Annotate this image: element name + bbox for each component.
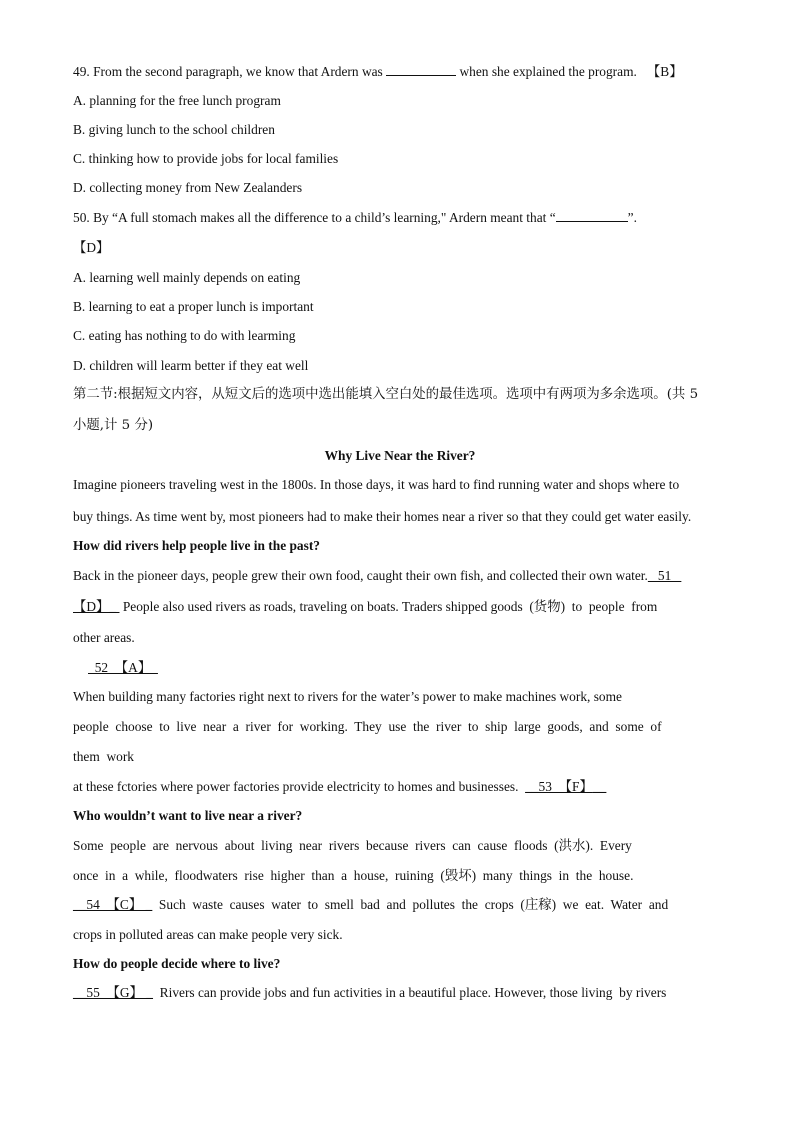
paragraph-4-line-4: crops in polluted areas can make people very sick. xyxy=(73,927,343,942)
question-49-text-b: when she explained the program. xyxy=(456,64,637,79)
paragraph-5-line-1-text: Rivers can provide jobs and fun activities in a beautiful place. However, those living by rivers xyxy=(152,985,667,1000)
question-49-option-b: B. giving lunch to the school children xyxy=(73,122,275,137)
blank-51-answer: 【D】_ xyxy=(73,599,120,614)
question-50-stem xyxy=(73,209,637,227)
question-50-option-a: A. learning well mainly depends on eating xyxy=(73,270,301,285)
paragraph-1-line-2: buy things. As time went by, most pioneers had to make their homes near a river so that they could get water easily. xyxy=(73,509,692,524)
question-50-answer: 【D】 xyxy=(73,240,110,255)
question-50-text-a: 50. By “A full stomach makes all the difference to a child’s learning," Ardern meant that “ xyxy=(73,210,556,225)
paragraph-4-line-2: once in a while, floodwaters rise higher than a house, ruining (毁坏) many things in the house. xyxy=(73,868,634,883)
paragraph-4-line-3 xyxy=(73,896,668,914)
question-50-option-c: C. eating has nothing to do with learming xyxy=(73,328,296,343)
question-49-option-c: C. thinking how to provide jobs for local families xyxy=(73,151,339,166)
question-50-option-b: B. learning to eat a proper lunch is important xyxy=(73,299,314,314)
paragraph-3-line-4-text: at these fctories where power factories provide electricity to homes and businesses. xyxy=(73,779,526,794)
blank-53-tail: __ xyxy=(592,779,607,794)
section-2-instruction-line-2: 小题,计 5 分) xyxy=(73,418,154,433)
section-heading-wouldnt: Who wouldn’t want to live near a river? xyxy=(73,808,303,823)
question-49-text-a: 49. From the second paragraph, we know that Ardern was xyxy=(73,64,387,79)
section-heading-decide: How do people decide where to live? xyxy=(73,956,281,971)
paragraph-3-line-2: people choose to live near a river for working. They use the river to ship large goods, and some of xyxy=(73,719,662,734)
question-50-blank xyxy=(556,209,628,222)
paragraph-2-line-3: other areas. xyxy=(73,630,135,645)
question-49-option-a: A. planning for the free lunch program xyxy=(73,93,281,108)
question-50-option-d: D. children will learm better if they eat well xyxy=(73,358,309,373)
blank-51-number: 51 xyxy=(647,568,682,583)
question-50-text-b: ”. xyxy=(627,210,637,225)
passage-title: Why Live Near the River? xyxy=(324,448,476,463)
paragraph-3-line-4 xyxy=(73,778,606,796)
question-49-answer: 【B】 xyxy=(646,64,683,79)
question-49-option-d: D. collecting money from New Zealanders xyxy=(73,180,303,195)
paragraph-4-line-1: Some people are nervous about living near rivers because rivers can cause floods (洪水). Every xyxy=(73,838,632,853)
paragraph-4-line-3-text: Such waste causes water to smell bad and pollutes the crops (庄稼) we eat. Water and xyxy=(152,897,669,912)
paragraph-3-line-1: When building many factories right next to rivers for the water’s power to make machines work, some xyxy=(73,689,622,704)
blank-52-answer: 52 【A】 xyxy=(88,660,158,675)
blank-52 xyxy=(88,659,158,677)
question-49-blank xyxy=(386,63,456,76)
blank-54-answer: __54 【C】 _ xyxy=(73,897,153,912)
section-2-instruction-line-1: 第二节:根据短文内容，从短文后的选项中选出能填入空白处的最佳选项。选项中有两项为多余选项。(共 5 xyxy=(73,387,699,402)
paragraph-2-line-2 xyxy=(73,598,657,616)
paragraph-1-line-1: Imagine pioneers traveling west in the 1800s. In those days, it was hard to find running water and shops where to xyxy=(73,477,680,492)
paragraph-5-line-1 xyxy=(73,984,666,1002)
paragraph-2-line-1-text: Back in the pioneer days, people grew their own food, caught their own fish, and collected their own water. xyxy=(73,568,648,583)
paragraph-3-line-3: them work xyxy=(73,749,134,764)
blank-55-answer: __55 【G】 _ xyxy=(73,985,153,1000)
blank-53-answer: __53 【F】 xyxy=(525,779,593,794)
section-heading-past: How did rivers help people live in the past? xyxy=(73,538,320,553)
question-49-stem xyxy=(73,63,683,81)
paragraph-2-line-1 xyxy=(73,567,681,585)
paragraph-2-line-2-text: People also used rivers as roads, traveling on boats. Traders shipped goods (货物) to people from xyxy=(119,599,658,614)
